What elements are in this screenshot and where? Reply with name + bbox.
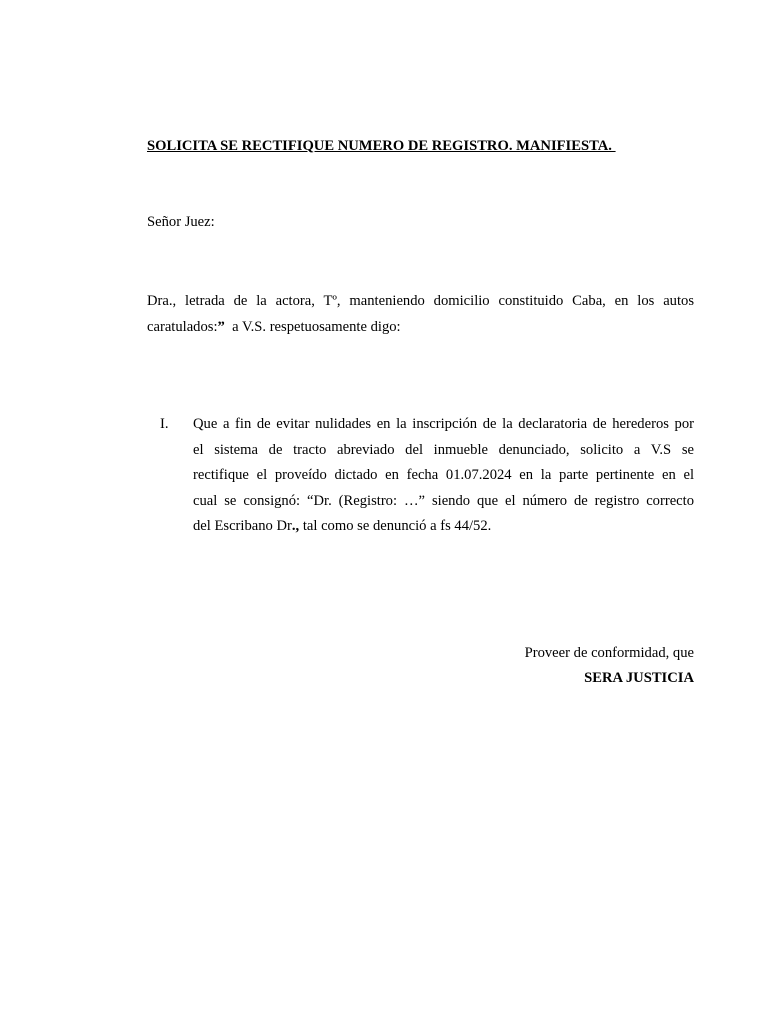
item-last-line-bold: ., (291, 518, 300, 534)
document-title: SOLICITA SE RECTIFIQUE NUMERO DE REGISTRO. MANIFIESTA. (147, 138, 616, 154)
intro-line-2 (147, 314, 694, 340)
item-number: I. (160, 416, 169, 432)
item-line: el sistema de tracto abreviado del inmueble denunciado, solicito a V.S se (193, 441, 694, 458)
intro-line-1: Dra., letrada de la actora, Tº, manteniendo domicilio constituido Caba, en los autos (147, 293, 694, 309)
item-line: cual se consignó: “Dr. (Registro: …” siendo que el número de registro correcto (193, 492, 694, 509)
salutation: Señor Juez: (147, 214, 215, 230)
item-last-line-end: tal como se denunció a fs 44/52. (299, 518, 492, 534)
closing-block (147, 641, 694, 691)
closing-request: Proveer de conformidad, que (524, 645, 694, 661)
intro-paragraph (147, 288, 694, 340)
item-line: rectifique el proveído dictado en fecha 01.07.2024 en la parte pertinente en el (193, 467, 694, 483)
item-last-line-start: del Escribano Dr (193, 518, 292, 534)
intro-line-2-end: a V.S. respetuosamente digo: (224, 319, 401, 335)
intro-line-2-start: caratulados: (147, 319, 218, 335)
closing-justice: SERA JUSTICIA (584, 670, 694, 686)
item-last-line (193, 514, 694, 540)
intro-closing-quote: ” (217, 319, 225, 335)
item-line: Que a fin de evitar nulidades en la inscripción de la declaratoria de herederos por (193, 416, 694, 432)
item-body (193, 412, 694, 540)
